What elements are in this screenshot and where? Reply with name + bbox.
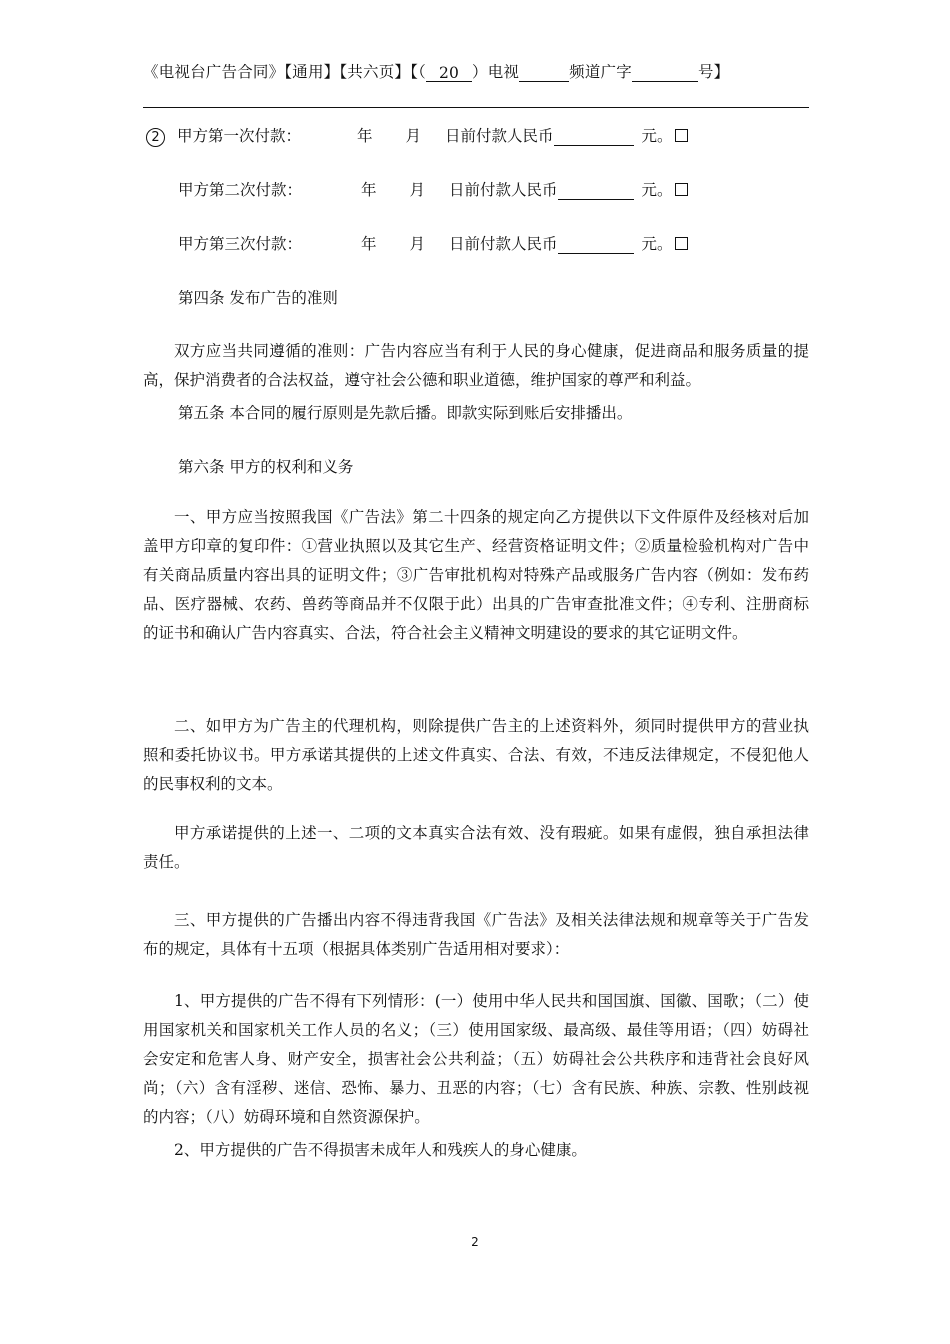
payment-year: 年: [361, 181, 377, 199]
payment-date-3: [361, 232, 688, 254]
header-suffix: 号】: [697, 63, 730, 81]
payment-unit: 元。: [641, 235, 673, 253]
header-title: 《电视台广告合同》【通用】【共六页】【（: [143, 63, 427, 81]
page-number: 2: [471, 1235, 479, 1249]
header-tv: ）电视: [472, 63, 520, 81]
circled-number-2: 2: [146, 128, 165, 147]
amount-blank[interactable]: [558, 237, 634, 254]
checkbox-icon[interactable]: [675, 129, 688, 142]
payment-year: 年: [361, 235, 377, 253]
payment-date-1: [357, 124, 688, 146]
payment-line-1: [146, 124, 301, 147]
header-rule: [143, 107, 809, 108]
payment-text: 日前付款人民币: [449, 181, 558, 199]
page-header: [143, 60, 809, 82]
payment-line-3: [178, 232, 302, 254]
payment-label: 甲方第二次付款：: [178, 181, 303, 199]
article-4-body: 双方应当共同遵循的准则：广告内容应当有利于人民的身心健康，促进商品和服务质量的提高，保护消费者的合法权益，遵守社会公德和职业道德，维护国家的尊严和利益。: [143, 342, 809, 389]
header-channel-label: 频道广字: [569, 63, 632, 81]
article-6-para-6: 2、甲方提供的广告不得损害未成年人和残疾人的身心健康。: [174, 1141, 587, 1159]
article-6-title: 第六条 甲方的权利和义务: [178, 458, 354, 476]
payment-unit: 元。: [641, 127, 673, 145]
payment-date-2: [361, 178, 688, 200]
payment-text: 日前付款人民币: [445, 127, 554, 145]
article-6-para-3: 甲方承诺提供的上述一、二项的文本真实合法有效、没有瑕疵。如果有虚假，独自承担法律责任。: [143, 824, 809, 871]
article-6-para-1: 一、甲方应当按照我国《广告法》第二十四条的规定向乙方提供以下文件原件及经核对后加盖甲方印章的复印件：①营业执照以及其它生产、经营资格证明文件；②质量检验机构对广告中有关商品质量内容出具的证明文件；③广告审批机构对特殊产品或服务广告内容（例如：发布药品、医疗器械、农药、兽药等商品并不仅限于此）出具的广告审查批准文件；④专利、注册商标的证书和确认广告内容真实、合法，符合社会主义精神文明建设的要求的其它证明文件。: [143, 508, 809, 642]
payment-month: 月: [409, 235, 426, 253]
article-6-para-2: 二、如甲方为广告主的代理机构，则除提供广告主的上述资料外，须同时提供甲方的营业执照和委托协议书。甲方承诺其提供的上述文件真实、合法、有效，不违反法律规定，不侵犯他人的民事权利的文本。: [143, 717, 809, 793]
article-5: 第五条 本合同的履行原则是先款后播。即款实际到账后安排播出。: [178, 404, 633, 422]
payment-line-2: [178, 178, 302, 200]
checkbox-icon[interactable]: [675, 237, 688, 250]
payment-year: 年: [357, 127, 373, 145]
payment-label: 甲方第一次付款：: [177, 127, 302, 145]
amount-blank[interactable]: [558, 183, 634, 200]
header-number-blank: [632, 64, 698, 82]
header-year: 20: [426, 64, 472, 82]
payment-label: 甲方第三次付款：: [178, 235, 303, 253]
checkbox-icon[interactable]: [675, 183, 688, 196]
payment-unit: 元。: [641, 181, 673, 199]
payment-month: 月: [409, 181, 426, 199]
payment-text: 日前付款人民币: [449, 235, 558, 253]
amount-blank[interactable]: [554, 129, 634, 146]
article-4-title: 第四条 发布广告的准则: [178, 289, 338, 307]
article-6-para-5: 1、甲方提供的广告不得有下列情形：(一）使用中华人民共和国国旗、国徽、国歌；（二）使用国家机关和国家机关工作人员的名义；（三）使用国家级、最高级、最佳等用语；（四）妨碍社会安定和危害人身、财产安全，损害社会公共利益；（五）妨碍社会公共秩序和违背社会良好风尚；（六）含有淫秽、迷信、恐怖、暴力、丑恶的内容；（七）含有民族、种族、宗教、性别歧视的内容；（八）妨碍环境和自然资源保护。: [143, 992, 809, 1126]
article-6-para-4: 三、甲方提供的广告播出内容不得违背我国《广告法》及相关法律法规和规章等关于广告发布的规定，具体有十五项（根据具体类别广告适用相对要求）：: [143, 911, 809, 958]
payment-month: 月: [405, 127, 422, 145]
header-channel-blank: [519, 64, 569, 82]
